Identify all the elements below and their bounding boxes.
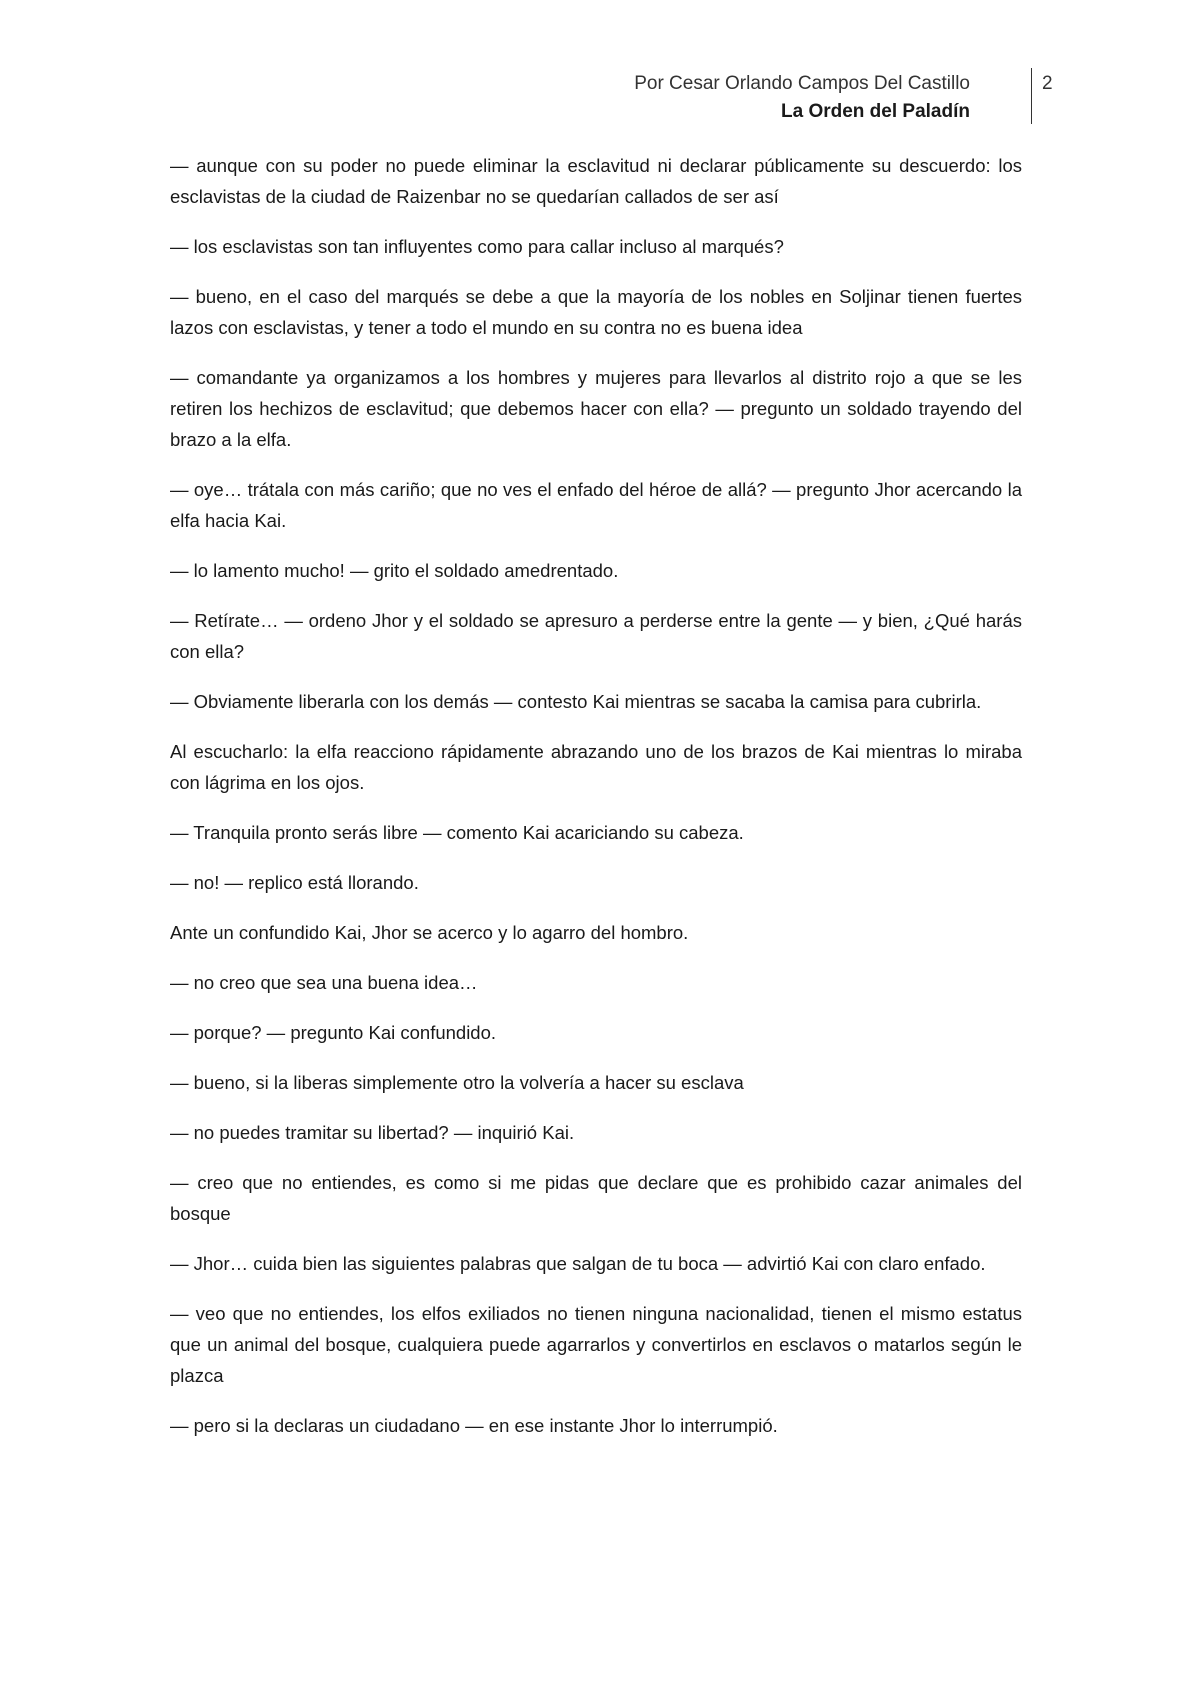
paragraph: — veo que no entiendes, los elfos exiliados no tienen ninguna nacionalidad, tienen el mismo estatus que un animal del bosque, cualquiera puede agarrarlos y convertirlos en esclavos o matarlos según le plazca [170,1303,1022,1386]
author-line: Por Cesar Orlando Campos Del Castillo [634,73,970,94]
paragraph: — lo lamento mucho! — grito el soldado amedrentado. [170,560,619,581]
page-number: 2 [1042,73,1053,94]
paragraph: — creo que no entiendes, es como si me pidas que declare que es prohibido cazar animales del bosque [170,1172,1022,1224]
paragraph: — bueno, en el caso del marqués se debe a que la mayoría de los nobles en Soljinar tienen fuertes lazos con esclavistas, y tener a todo el mundo en su contra no es buena idea [170,286,1022,338]
paragraph: — no creo que sea una buena idea… [170,972,478,993]
paragraph: — comandante ya organizamos a los hombres y mujeres para llevarlos al distrito rojo a que se les retiren los hechizos de esclavitud; que debemos hacer con ella? — pregunto un soldado trayendo del brazo a la elfa. [170,367,1022,450]
page-body [170,150,1022,1460]
paragraph: Al escucharlo: la elfa reacciono rápidamente abrazando uno de los brazos de Kai mientras lo miraba con lágrima en los ojos. [170,741,1022,793]
paragraph: — no! — replico está llorando. [170,872,419,893]
paragraph: — Tranquila pronto serás libre — comento Kai acariciando su cabeza. [170,822,744,843]
paragraph: — Retírate… — ordeno Jhor y el soldado se apresuro a perderse entre la gente — y bien, ¿Qué harás con ella? [170,610,1022,662]
paragraph: — Obviamente liberarla con los demás — contesto Kai mientras se sacaba la camisa para cubrirla. [170,691,982,712]
paragraph: — bueno, si la liberas simplemente otro la volvería a hacer su esclava [170,1072,744,1093]
paragraph: — aunque con su poder no puede eliminar la esclavitud ni declarar públicamente su descuerdo: los esclavistas de la ciudad de Raizenbar no se quedarían callados de ser así [170,155,1022,207]
paragraph: — Jhor… cuida bien las siguientes palabras que salgan de tu boca — advirtió Kai con claro enfado. [170,1253,986,1274]
paragraph: — los esclavistas son tan influyentes como para callar incluso al marqués? [170,236,784,257]
paragraph: — no puedes tramitar su libertad? — inquirió Kai. [170,1122,575,1143]
paragraph: Ante un confundido Kai, Jhor se acerco y lo agarro del hombro. [170,922,689,943]
book-title: La Orden del Paladín [781,101,970,122]
page-header [634,70,970,126]
header-divider [1031,68,1032,124]
paragraph: — porque? — pregunto Kai confundido. [170,1022,497,1043]
paragraph: — oye… trátala con más cariño; que no ves el enfado del héroe de allá? — pregunto Jhor acercando la elfa hacia Kai. [170,479,1022,531]
paragraph: — pero si la declaras un ciudadano — en ese instante Jhor lo interrumpió. [170,1415,778,1436]
